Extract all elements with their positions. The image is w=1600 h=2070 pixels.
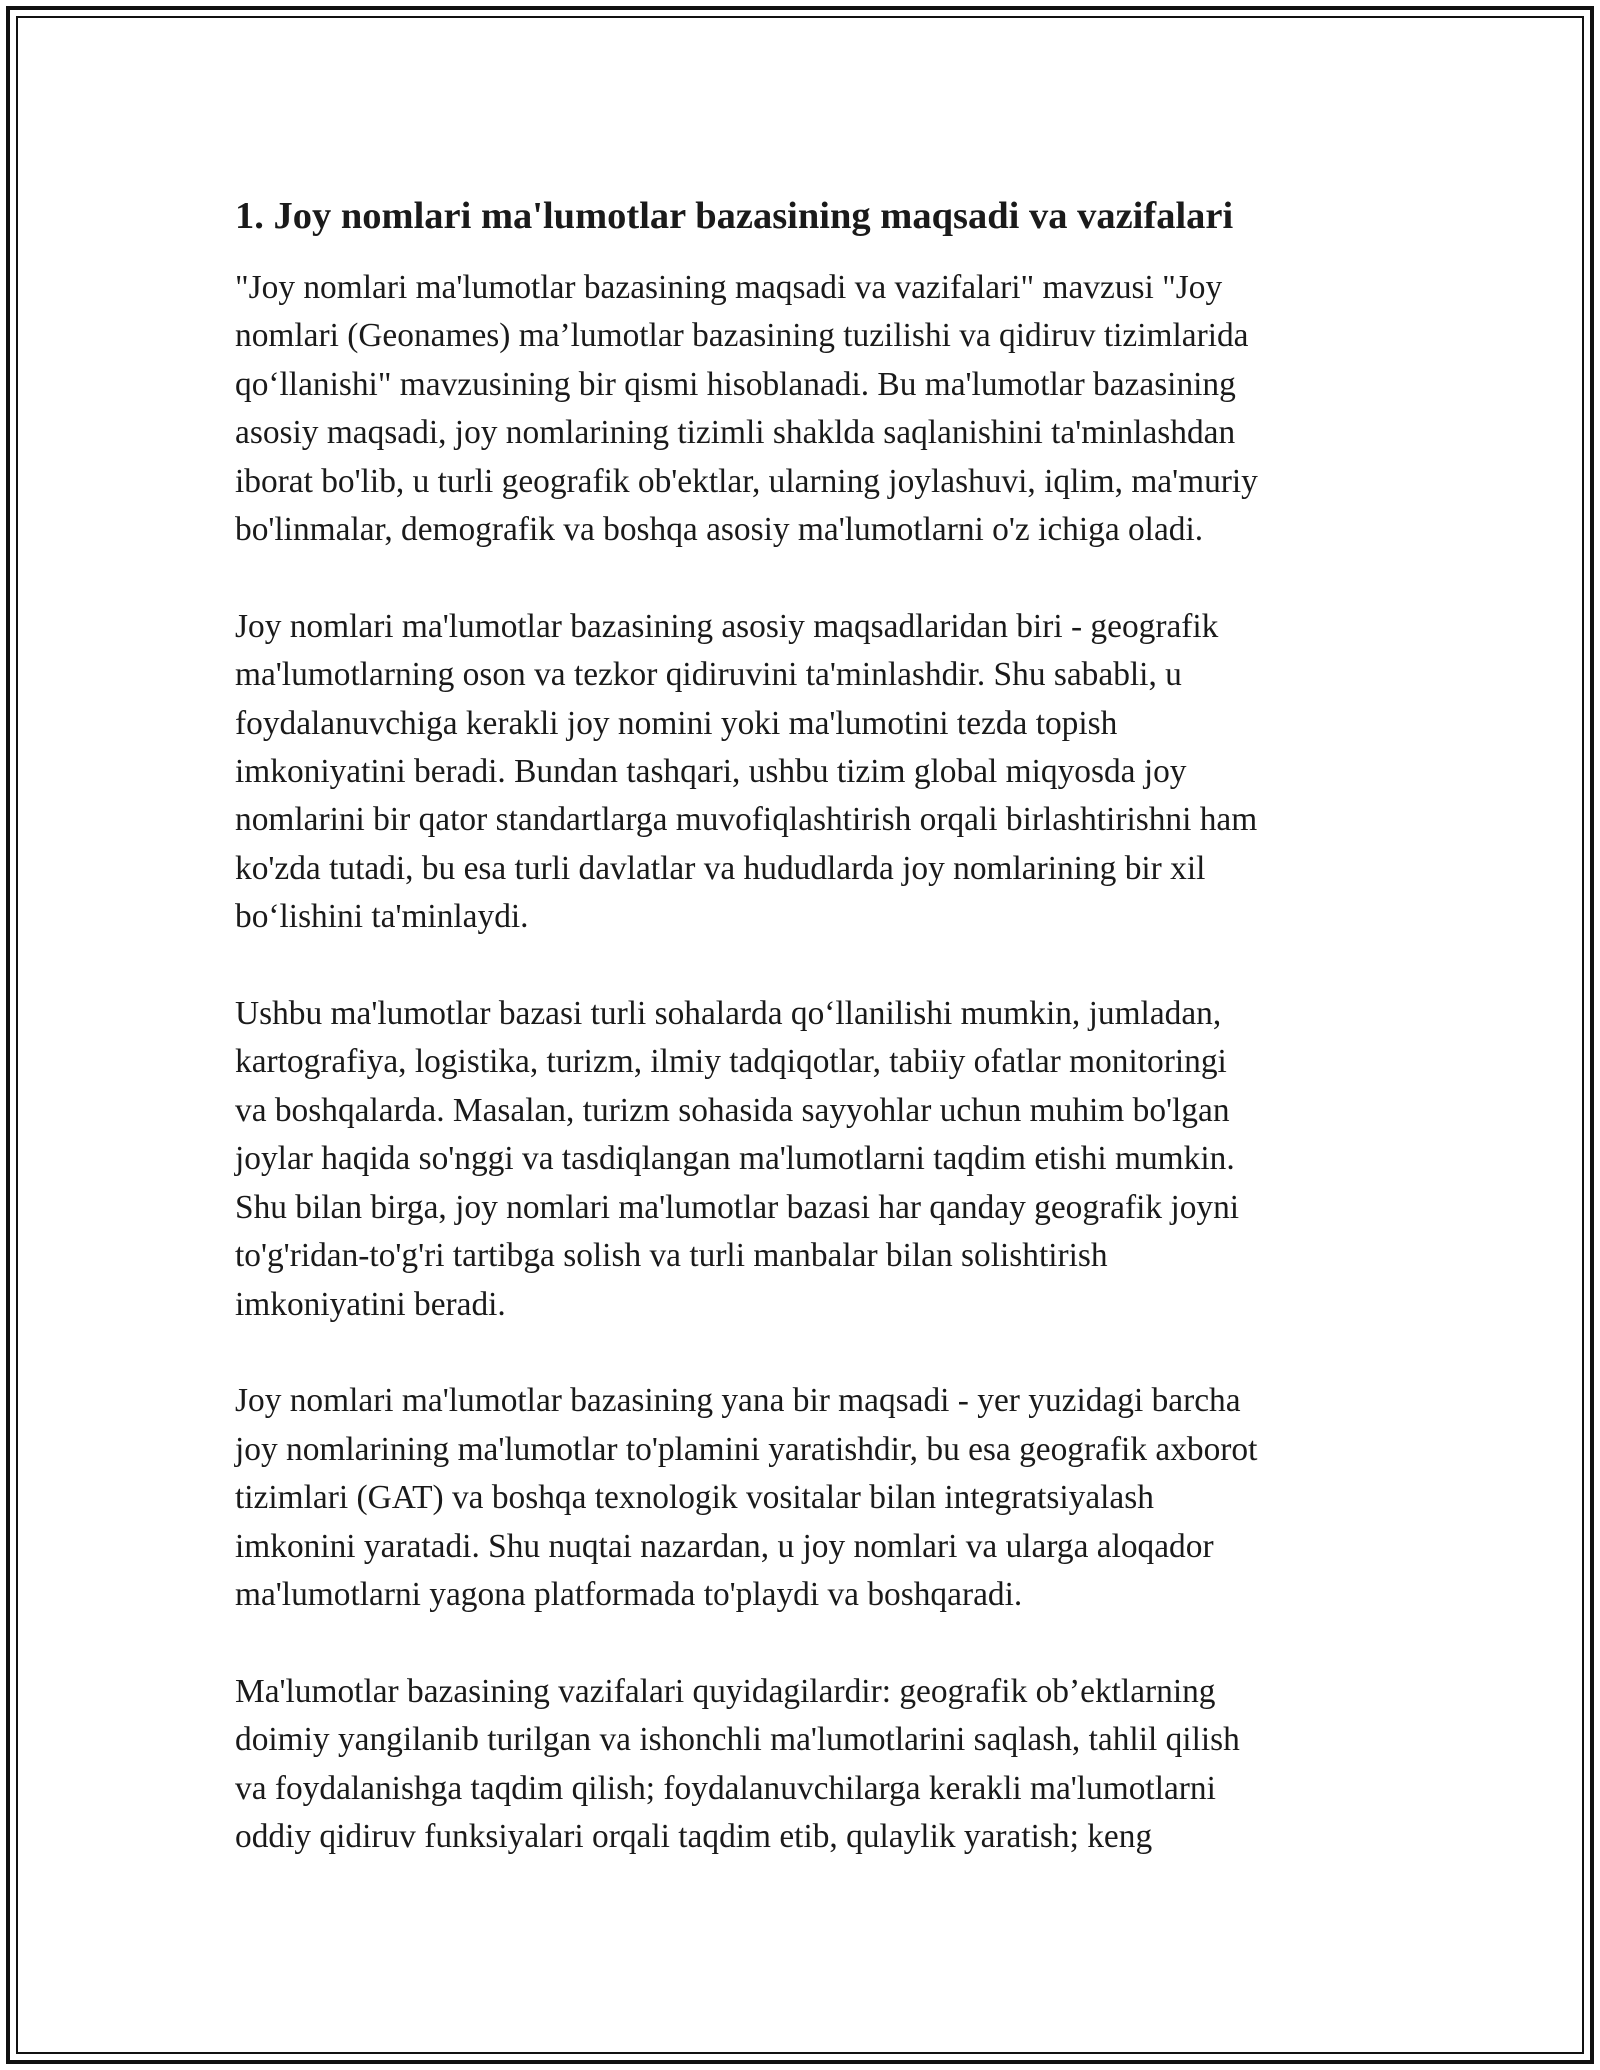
document-body	[235, 188, 1365, 1910]
text-line: imkoniyatini beradi. Bundan tashqari, ushbu tizim global miqyosda joy	[235, 753, 1187, 791]
text-line: Joy nomlari ma'lumotlar bazasining yana bir maqsadi - yer yuzidagi barcha	[235, 1382, 1241, 1420]
text-line: oddiy qidiruv funksiyalari orqali taqdim etib, qulaylik yaratish; keng	[235, 1817, 1153, 1855]
text-line: iborat bo'lib, u turli geografik ob'ektlar, ularning joylashuvi, iqlim, ma'muriy	[235, 462, 1258, 500]
paragraph	[235, 1668, 1365, 1862]
text-line: nomlari (Geonames) ma’lumotlar bazasining tuzilishi va qidiruv tizimlarida	[235, 317, 1249, 355]
paragraph	[235, 264, 1365, 554]
text-line: "Joy nomlari ma'lumotlar bazasining maqsadi va vazifalari" mavzusi "Joy	[235, 269, 1223, 306]
paragraph	[235, 1377, 1365, 1619]
text-line: va boshqalarda. Masalan, turizm sohasida sayyohlar uchun muhim bo'lgan	[235, 1091, 1230, 1129]
text-line: kartografiya, logistika, turizm, ilmiy tadqiqotlar, tabiiy ofatlar monitoringi	[235, 1043, 1227, 1081]
text-line: ko'zda tutadi, bu esa turli davlatlar va hududlarda joy nomlarining bir xil	[235, 849, 1206, 887]
text-line: Shu bilan birga, joy nomlari ma'lumotlar bazasi har qanday geografik joyni	[235, 1188, 1240, 1226]
text-line: to'g'ridan-to'g'ri tartibga solish va turli manbalar bilan solishtirish	[235, 1237, 1108, 1275]
text-line: imkonini yaratadi. Shu nuqtai nazardan, u joy nomlari va ularga aloqador	[235, 1527, 1214, 1565]
text-line: Ushbu ma'lumotlar bazasi turli sohalarda qo‘llanilishi mumkin, jumladan,	[235, 995, 1222, 1033]
text-line: tizimlari (GAT) va boshqa texnologik vositalar bilan integratsiyalash	[235, 1479, 1154, 1517]
text-line: joy nomlarining ma'lumotlar to'plamini yaratishdir, bu esa geografik axborot	[235, 1430, 1258, 1468]
text-line: foydalanuvchiga kerakli joy nomini yoki ma'lumotini tezda topish	[235, 704, 1118, 742]
text-line: ma'lumotlarni yagona platformada to'playdi va boshqaradi.	[235, 1575, 1023, 1613]
text-line: nomlarini bir qator standartlarga muvofiqlashtirish orqali birlashtirishni ham	[235, 801, 1258, 839]
section-heading: 1. Joy nomlari ma'lumotlar bazasining maqsadi va vazifalari	[235, 195, 1234, 237]
paragraph	[235, 990, 1365, 1329]
text-line: Ma'lumotlar bazasining vazifalari quyidagilardir: geografik ob’ektlarning	[235, 1672, 1216, 1710]
text-line: imkoniyatini beradi.	[235, 1285, 506, 1323]
text-line: doimiy yangilanib turilgan va ishonchli ma'lumotlarini saqlash, tahlil qilish	[235, 1721, 1240, 1759]
text-line: asosiy maqsadi, joy nomlarining tizimli shaklda saqlanishini ta'minlashdan	[235, 414, 1236, 452]
text-line: Joy nomlari ma'lumotlar bazasining asosiy maqsadlaridan biri - geografik	[235, 607, 1219, 645]
text-line: joylar haqida so'nggi va tasdiqlangan ma'lumotlarni taqdim etishi mumkin.	[235, 1140, 1235, 1178]
text-line: bo‘lishini ta'minlaydi.	[235, 898, 529, 936]
text-line: bo'linmalar, demografik va boshqa asosiy ma'lumotlarni o'z ichiga oladi.	[235, 511, 1204, 549]
text-line: ma'lumotlarning oson va tezkor qidiruvini ta'minlashdir. Shu sababli, u	[235, 656, 1182, 694]
text-line: qo‘llanishi" mavzusining bir qismi hisoblanadi. Bu ma'lumotlar bazasining	[235, 365, 1236, 403]
paragraph	[235, 603, 1365, 942]
text-line: va foydalanishga taqdim qilish; foydalanuvchilarga kerakli ma'lumotlarni	[235, 1769, 1216, 1807]
